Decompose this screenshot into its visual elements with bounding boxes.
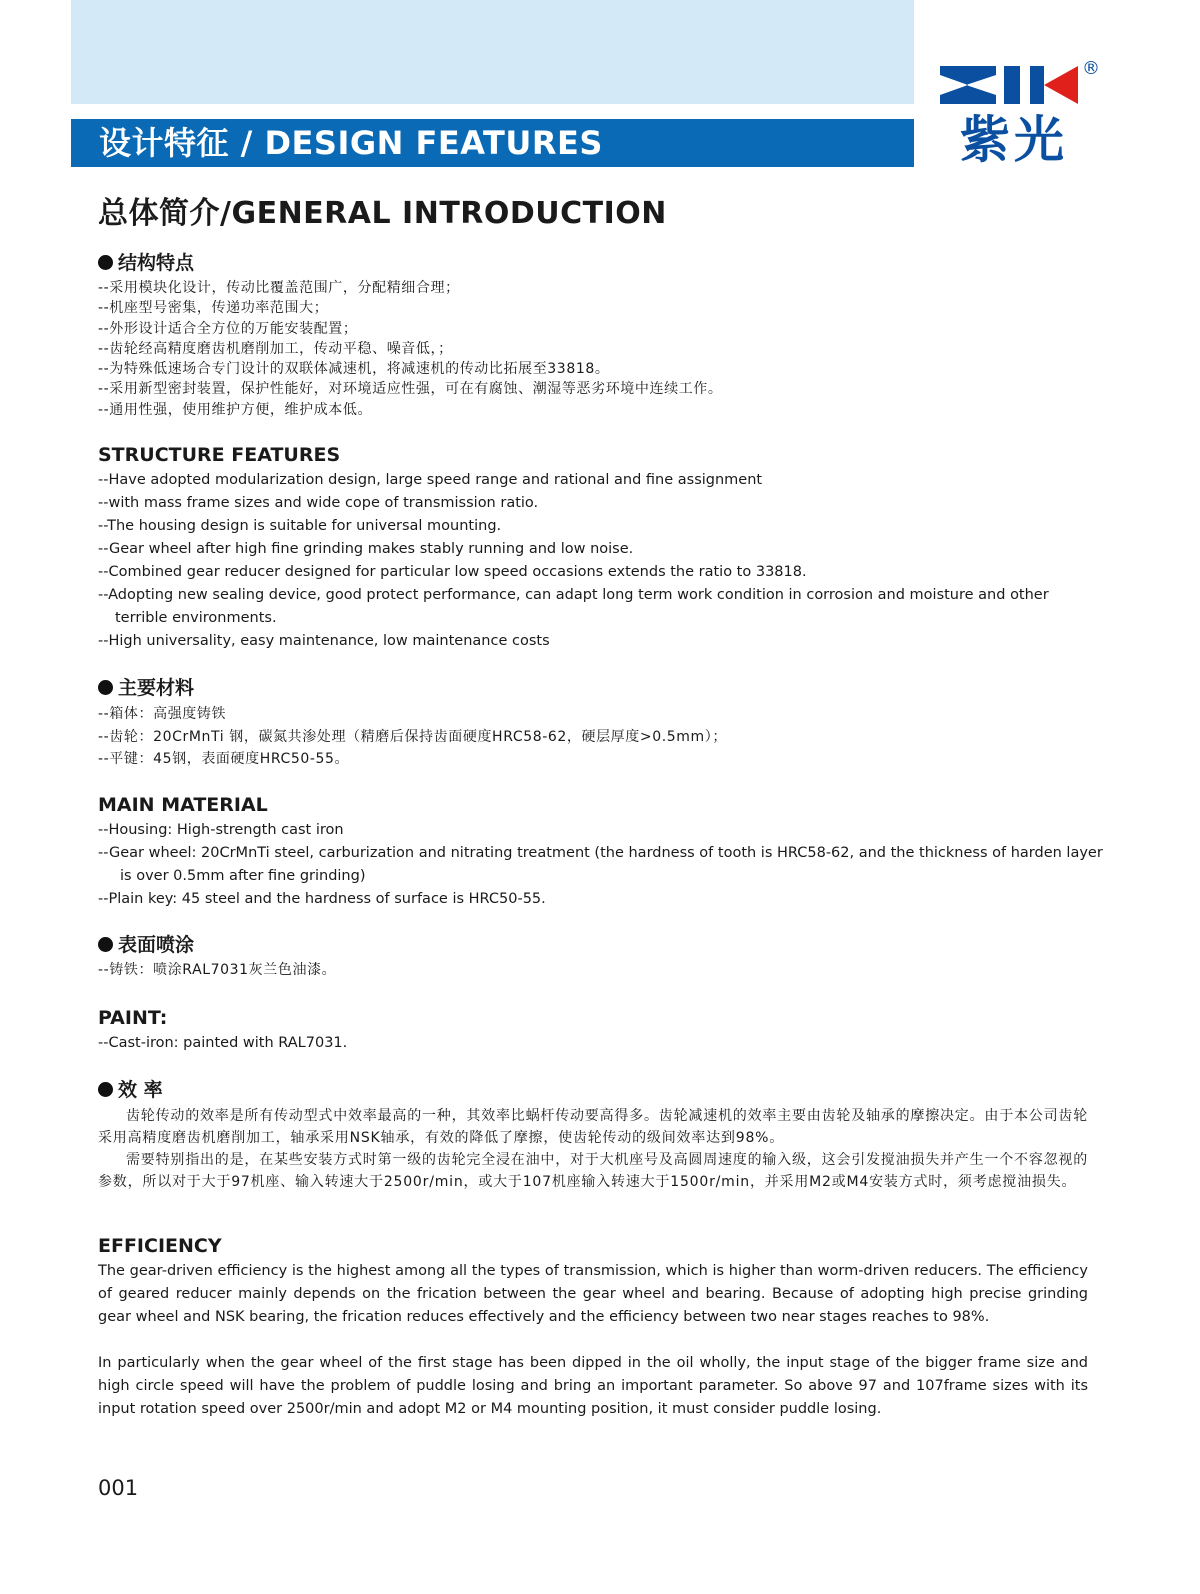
efficiency-en-section [98, 1234, 1088, 1421]
paragraph: The gear-driven efficiency is the highest among all the types of transmission, which is higher than worm-driven reducers. The efficiency of geared reducer mainly depends on the frication between the gear wheel and bearing. Because of adopting high precise grinding gear wheel and NSK bearing, the frication reduces effectively and the efficiency between two near stages reaches to 98%. [98, 1263, 1088, 1325]
bullet-dot-icon [98, 255, 113, 270]
list-item: --外形设计适合全方位的万能安装配置； [98, 320, 358, 337]
structure-en-section [98, 443, 1049, 653]
list-item: --齿轮经高精度磨齿机磨削加工，传动平稳、噪音低，； [98, 340, 453, 357]
section-title-bar: 设计特征 / DESIGN FEATURES [71, 119, 914, 167]
list-item: --Combined gear reducer designed for particular low speed occasions extends the ratio to 33818. [98, 564, 807, 580]
paint-cn-section [98, 932, 336, 980]
page-number: 001 [98, 1476, 139, 1500]
material-cn-section [98, 675, 727, 771]
material-en-section [98, 793, 1103, 911]
list-item: --Plain key: 45 steel and the hardness of surface is HRC50-55. [98, 891, 546, 907]
list-item: --采用新型密封装置，保护性能好，对环境适应性强，可在有腐蚀、潮湿等恶劣环境中连续工作。 [98, 381, 723, 398]
list-item: --通用性强，使用维护方便，维护成本低。 [98, 401, 373, 418]
zik-logo-mark [938, 64, 1083, 106]
list-item: --箱体：高强度铸铁 [98, 706, 227, 722]
list-item-continuation: terrible environments. [115, 610, 277, 626]
page-title: 总体简介/GENERAL INTRODUCTION [98, 196, 667, 231]
list-item-continuation: is over 0.5mm after fine grinding) [120, 868, 366, 884]
paragraph: 齿轮传动的效率是所有传动型式中效率最高的一种，其效率比蜗杆传动要高得多。齿轮减速机的效率主要由齿轮及轴承的摩擦决定。由于本公司齿轮采用高精度磨齿机磨削加工，轴承采用NSK轴承，有效的降低了摩擦，使齿轮传动的级间效率达到98%。 [98, 1108, 1088, 1146]
header-band [71, 0, 914, 104]
list-item: --Cast-iron: painted with RAL7031. [98, 1035, 348, 1051]
material-en-heading: MAIN MATERIAL [98, 794, 268, 816]
registered-mark: ® [1082, 58, 1100, 79]
efficiency-cn-section [98, 1077, 1088, 1193]
paint-en-section [98, 1006, 347, 1055]
logo-chinese-name: 紫光 [960, 111, 1068, 169]
list-item: --平键：45钢，表面硬度HRC50-55。 [98, 751, 350, 767]
list-item: --with mass frame sizes and wide cope of transmission ratio. [98, 495, 539, 511]
bullet-dot-icon [98, 1082, 113, 1097]
list-item: --High universality, easy maintenance, low maintenance costs [98, 633, 550, 649]
list-item: --采用模块化设计，传动比覆盖范围广，分配精细合理； [98, 280, 460, 296]
structure-en-heading: STRUCTURE FEATURES [98, 444, 341, 466]
list-item: --为特殊低速场合专门设计的双联体减速机，将减速机的传动比拓展至33818。 [98, 361, 610, 378]
list-item: --Housing: High-strength cast iron [98, 822, 344, 838]
efficiency-en-heading: EFFICIENCY [98, 1235, 222, 1257]
paragraph: In particularly when the gear wheel of the first stage has been dipped in the oil wholly, the input stage of the bigger frame size and high circle speed will have the problem of puddle losing and bring an important parameter. So above 97 and 107frame sizes with its input rotation speed over 2500r/min and adopt M2 or M4 mounting position, it must consider puddle losing. [98, 1355, 1088, 1417]
list-item: --齿轮：20CrMnTi 钢，碳氮共渗处理（精磨后保持齿面硬度HRC58-62，硬层厚度>0.5mm）； [98, 728, 727, 745]
paragraph: 需要特别指出的是，在某些安装方式时第一级的齿轮完全浸在油中，对于大机座号及高圆周速度的输入级，这会引发搅油损失并产生一个不容忽视的参数，所以对于大于97机座、输入转速大于2500r/min，或大于107机座输入转速大于1500r/min，并采用M2或M4安装方式时，须考虑搅油损失。 [98, 1152, 1088, 1190]
list-item: --铸铁：喷涂RAL7031灰兰色油漆。 [98, 962, 337, 978]
list-item: --Gear wheel: 20CrMnTi steel, carburization and nitrating treatment (the hardness of tooth is HRC58-62, and the thickness of harden layer [98, 845, 1103, 861]
efficiency-cn-heading: 效 率 [98, 1077, 1088, 1103]
list-item: --The housing design is suitable for universal mounting. [98, 518, 502, 534]
list-item: --Adopting new sealing device, good protect performance, can adapt long term work condition in corrosion and moisture and other [98, 587, 1049, 603]
list-item: --机座型号密集，传递功率范围大； [98, 300, 329, 317]
material-cn-heading: 主要材料 [98, 675, 727, 701]
list-item: --Gear wheel after high fine grinding makes stably running and low noise. [98, 541, 634, 557]
bullet-dot-icon [98, 680, 113, 695]
structure-cn-heading: 结构特点 [98, 250, 723, 276]
structure-cn-section [98, 250, 723, 420]
bullet-dot-icon [98, 937, 113, 952]
paint-cn-heading: 表面喷涂 [98, 932, 336, 958]
company-logo [938, 58, 1100, 170]
paint-en-heading: PAINT: [98, 1007, 168, 1029]
list-item: --Have adopted modularization design, large speed range and rational and fine assignment [98, 472, 763, 488]
